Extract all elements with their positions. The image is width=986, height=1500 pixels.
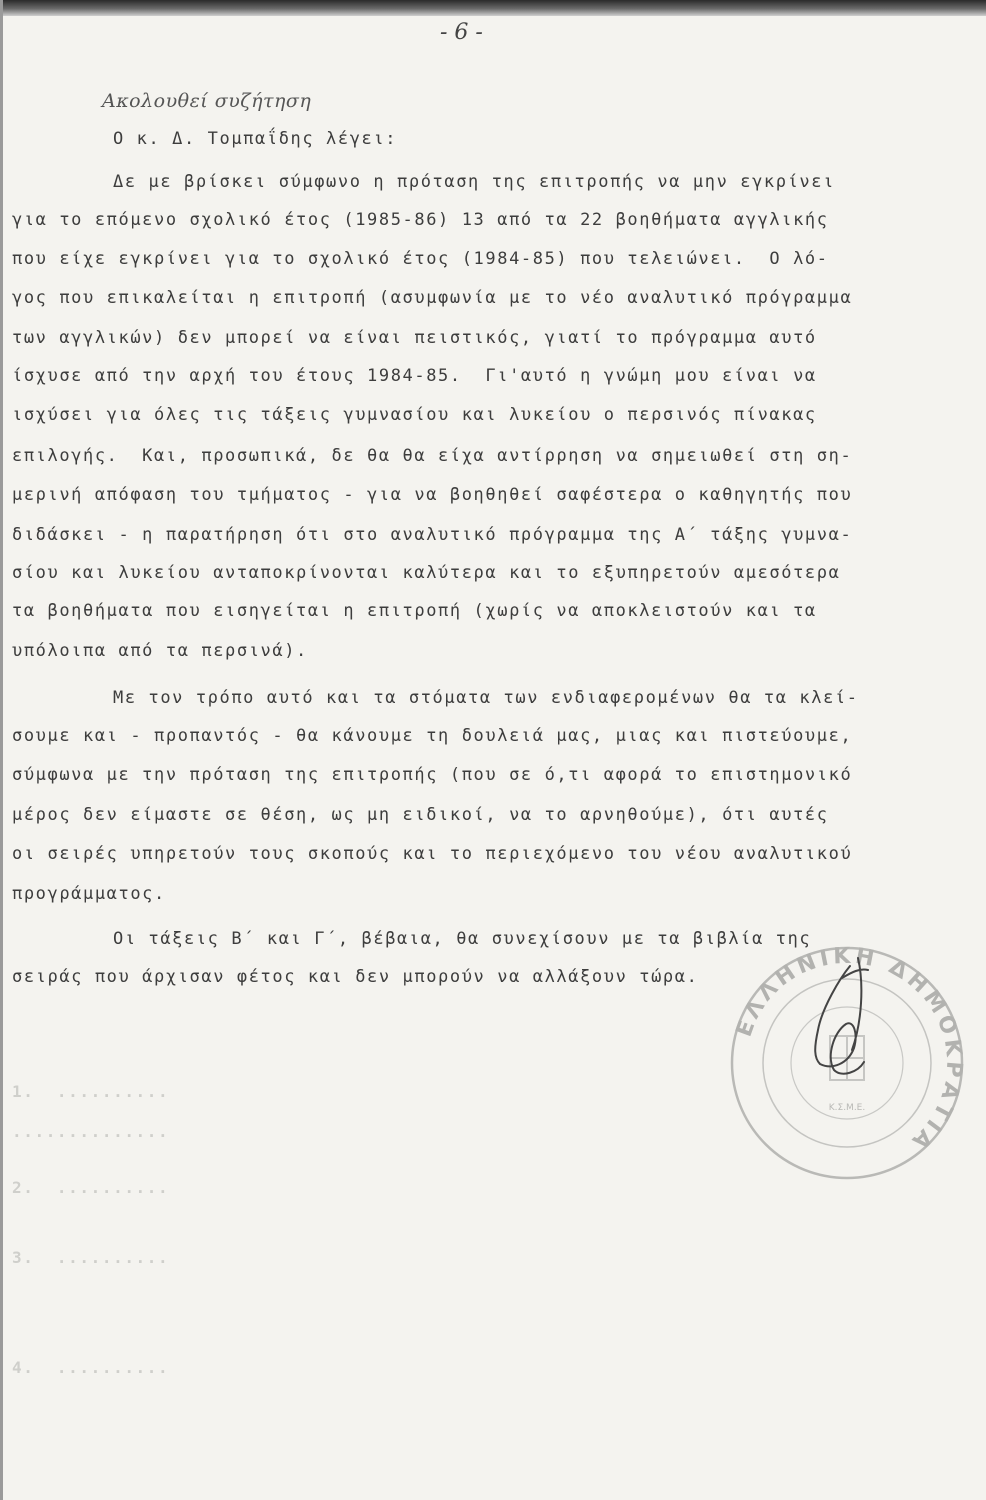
text-line-speaker: Ο κ. Δ. Τομπαΐδης λέγει: <box>113 129 398 149</box>
text-line: γος που επικαλείται η επιτροπή (ασυμφωνία με το νέο αναλυτικό πρόγραμμα <box>12 288 853 308</box>
stamp-ring-text: ΕΛΛΗΝΙΚΗ ΔΗΜΟΚΡΑΤΙΑ <box>731 943 967 1157</box>
signature-icon <box>815 958 868 1074</box>
text-line: Με τον τρόπο αυτό και τα στόματα των ενδιαφερομένων θα τα κλεί- <box>113 688 859 708</box>
text-line: υπόλοιπα από τα περσινά). <box>12 641 308 661</box>
text-line: διδάσκει - η παρατήρηση ότι στο αναλυτικό πρόγραμμα της Α΄ τάξης γυμνα- <box>12 525 853 545</box>
svg-text:ΕΛΛΗΝΙΚΗ ΔΗΜΟΚΡΑΤΙΑ <box>732 944 967 1157</box>
text-line: σίου και λυκείου ανταποκρίνονται καλύτερα και το εξυπηρετούν αμεσότερα <box>12 563 841 583</box>
text-line: για το επόμενο σχολικό έτος (1985-86) 13 από τα 22 βοηθήματα αγγλικής <box>12 210 829 230</box>
text-line: σουμε και - προπαντός - θα κάνουμε τη δουλειά μας, μιας και πιστεύουμε, <box>12 726 853 746</box>
text-line: τα βοηθήματα που εισηγείται η επιτροπή (χωρίς να αποκλειστούν και τα <box>12 601 817 621</box>
ghost-text: 2. .......... <box>12 1178 170 1197</box>
text-line: ίσχυσε από την αρχή του έτους 1984-85. Γι'αυτό η γνώμη μου είναι να <box>12 366 817 386</box>
scan-edge-top <box>0 0 986 16</box>
text-line: μερινή απόφαση του τμήματος - για να βοηθηθεί σαφέστερα ο καθηγητής που <box>12 485 853 505</box>
text-line: επιλογής. Και, προσωπικά, δε θα θα είχα αντίρρηση να σημειωθεί στη ση- <box>12 446 853 466</box>
text-line: σειράς που άρχισαν φέτος και δεν μπορούν να αλλάξουν τώρα. <box>12 967 699 987</box>
stamp-bottom-text: Κ.Σ.Μ.Ε. <box>828 1103 866 1113</box>
ghost-text: 3. .......... <box>12 1248 170 1267</box>
text-line: που είχε εγκρίνει για το σχολικό έτος (1984-85) που τελειώνει. Ο λό- <box>12 249 829 269</box>
text-line: μέρος δεν είμαστε σε θέση, ως μη ειδικοί, να το αρνηθούμε), ότι αυτές <box>12 805 829 825</box>
text-line: Οι τάξεις Β΄ και Γ΄, βέβαια, θα συνεχίσουν με τα βιβλία της <box>113 929 812 949</box>
text-line: σύμφωνα με την πρόταση της επιτροπής (που σε ό,τι αφορά το επιστημονικό <box>12 765 853 785</box>
ghost-text: 4. .......... <box>12 1358 170 1377</box>
official-stamp <box>722 938 972 1188</box>
ghost-text: 1. .......... <box>12 1082 170 1101</box>
handwritten-note: Ακολουθεί συζήτηση <box>102 90 312 112</box>
text-line: οι σειρές υπηρετούν τους σκοπούς και το περιεχόμενο του νέου αναλυτικού <box>12 844 853 864</box>
ghost-text: .............. <box>12 1122 170 1141</box>
text-line: των αγγλικών) δεν μπορεί να είναι πειστικός, γιατί το πρόγραμμα αυτό <box>12 328 817 348</box>
text-line: Δε με βρίσκει σύμφωνο η πρόταση της επιτροπής να μην εγκρίνει <box>113 172 835 192</box>
page-number: - 6 - <box>440 20 483 45</box>
text-line: ισχύσει για όλες τις τάξεις γυμνασίου και λυκείου ο περσινός πίνακας <box>12 405 817 425</box>
scan-edge-left <box>0 0 3 1500</box>
text-line: προγράμματος. <box>12 884 166 904</box>
